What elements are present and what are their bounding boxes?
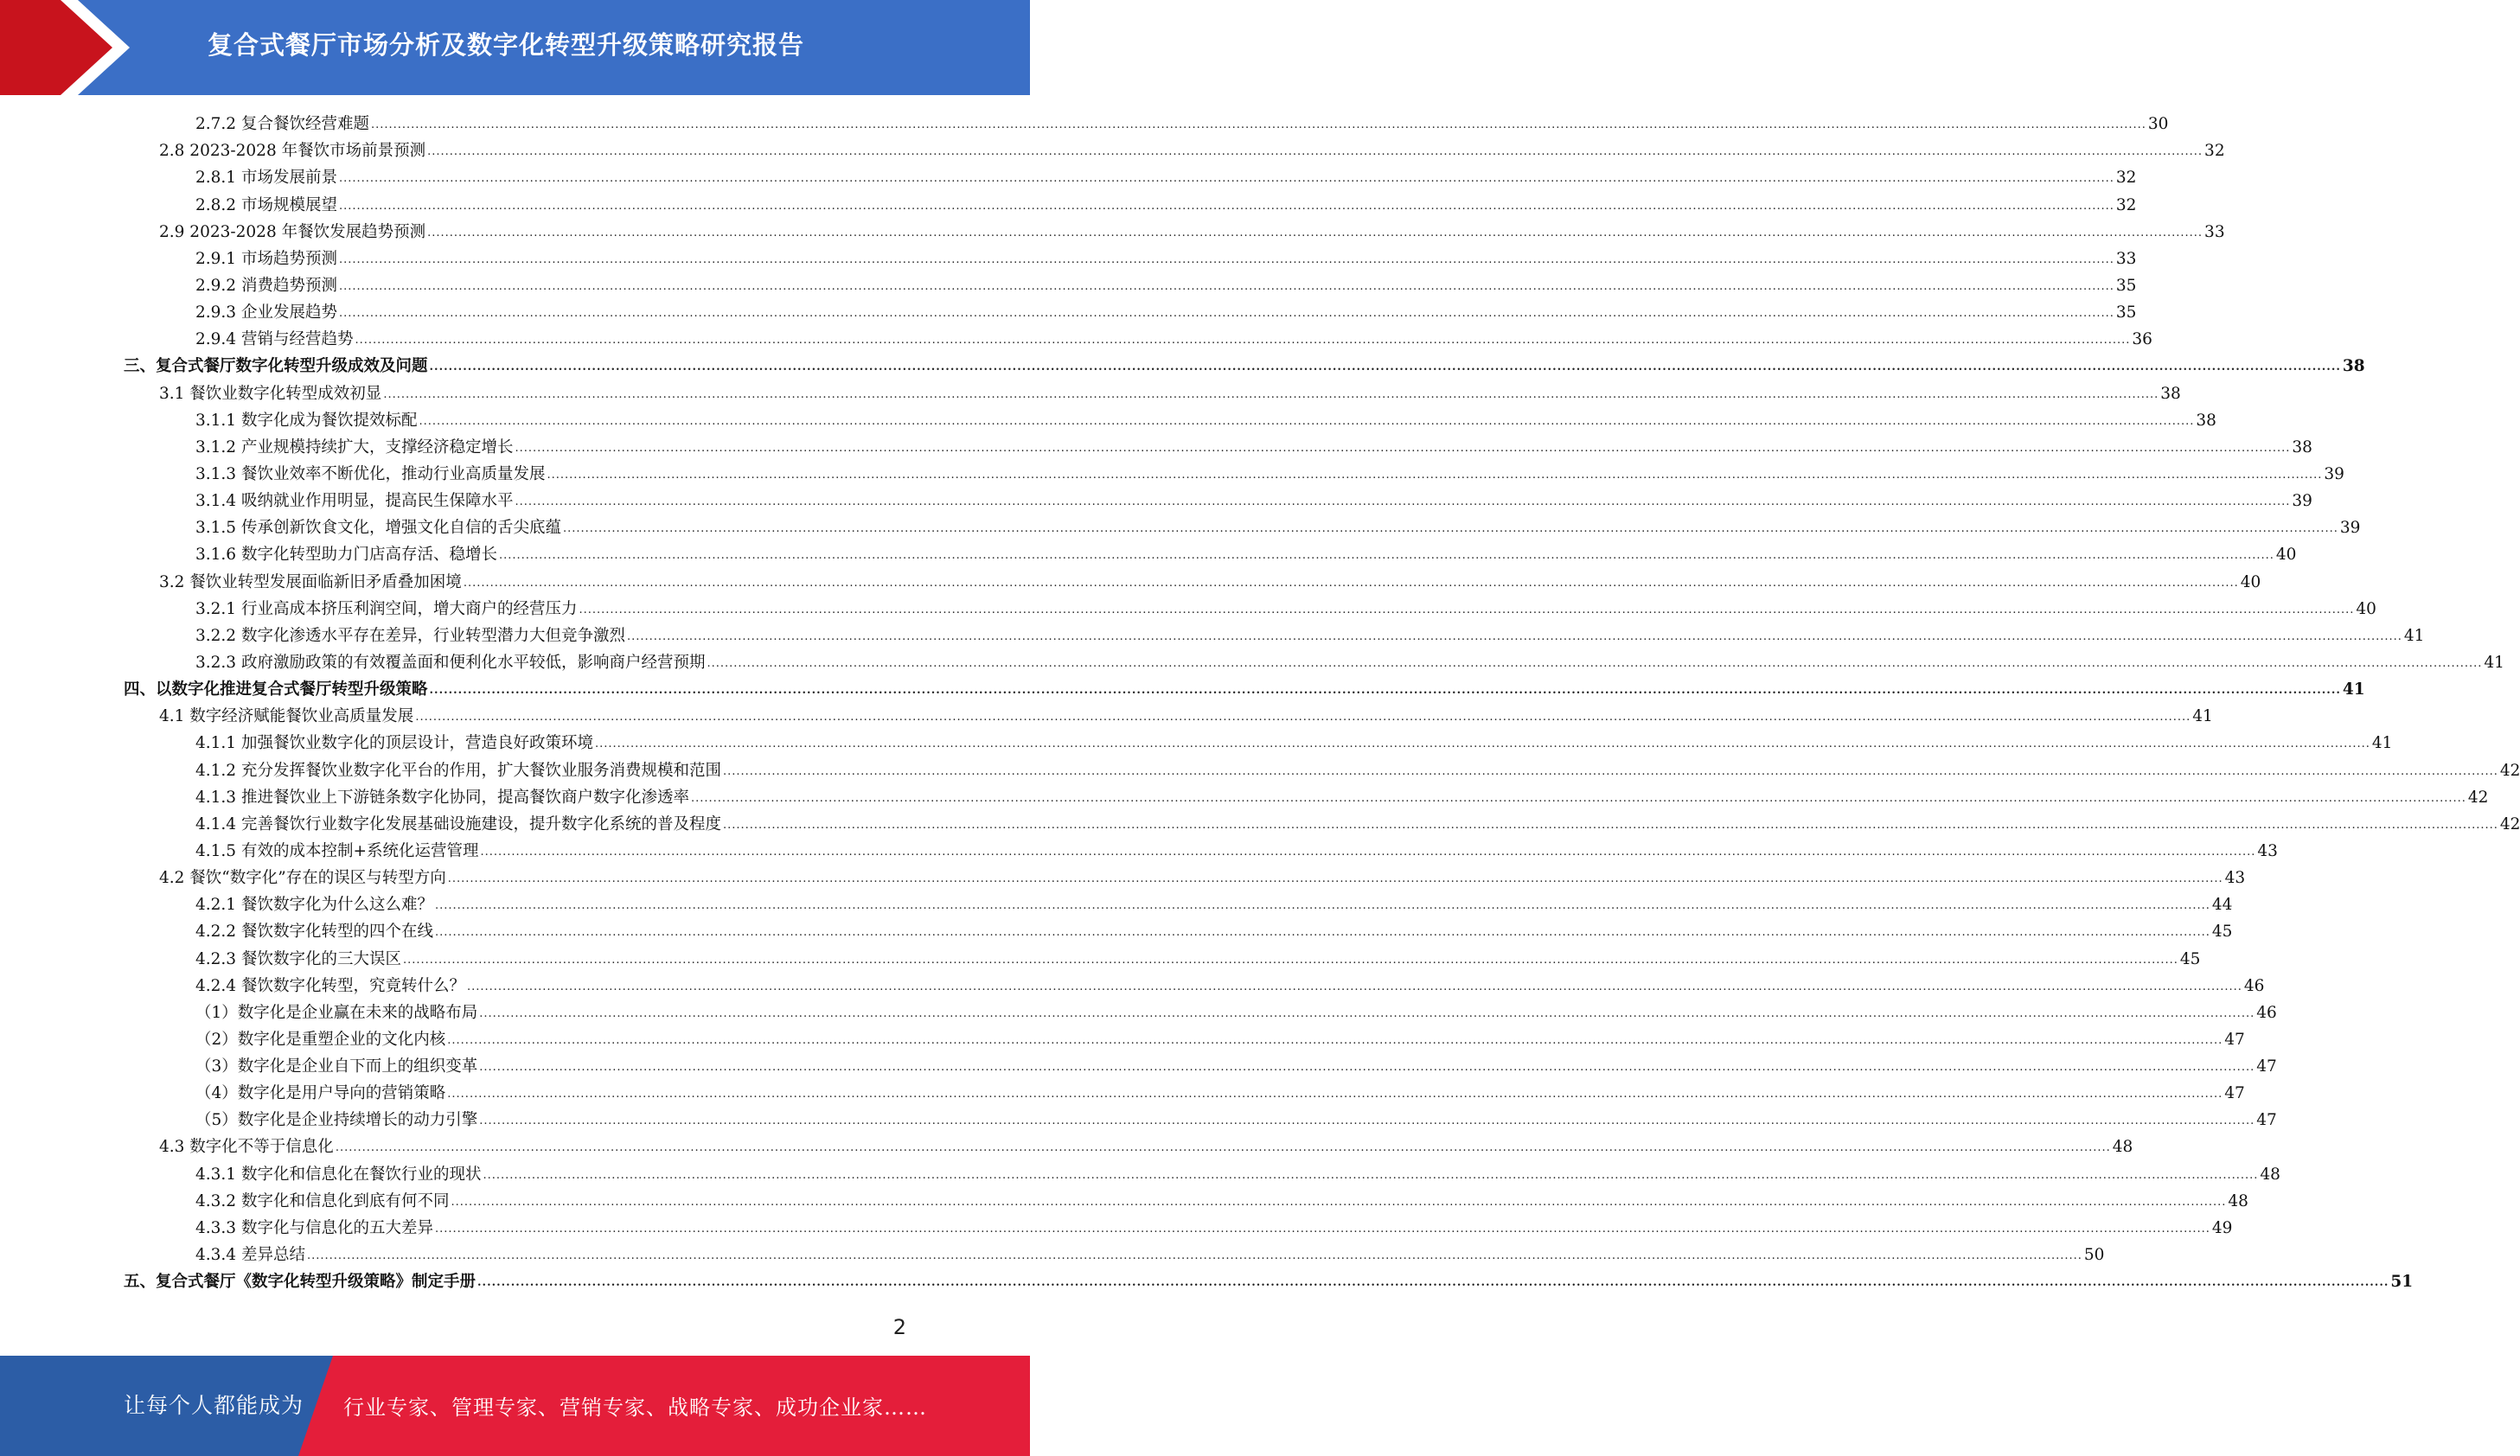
- toc-entry[interactable]: [0, 973, 2265, 999]
- toc-entry[interactable]: [0, 838, 2278, 865]
- toc-entry-title: 3.1.5 传承创新饮食文化，增强文化自信的舌尖底蕴: [195, 519, 561, 538]
- toc-entry[interactable]: [0, 272, 2137, 299]
- toc-entry-title: 3.2 餐饮业转型发展面临新旧矛盾叠加困境: [159, 572, 462, 591]
- toc-entry-page: 40: [2275, 546, 2297, 565]
- toc-entry-title: 4.1.1 加强餐饮业数字化的顶层设计，营造良好政策环境: [195, 734, 593, 753]
- toc-entry-title: 4.2.3 餐饮数字化的三大误区: [195, 949, 401, 968]
- toc-dot-leader: ................................................................................................................................................................................................................................................................................................................................................................................................................: [355, 334, 2131, 348]
- toc-entry[interactable]: [0, 568, 2261, 595]
- toc-entry[interactable]: [0, 1242, 2105, 1268]
- toc-entry[interactable]: [0, 407, 2216, 434]
- toc-entry[interactable]: [0, 1268, 2414, 1295]
- toc-entry-page: 40: [2356, 599, 2376, 618]
- toc-dot-leader: ................................................................................................................................................................................................................................................................................................................................................................................................................: [429, 684, 2341, 698]
- toc-dot-leader: ................................................................................................................................................................................................................................................................................................................................................................................................................: [434, 899, 2210, 913]
- toc-entry-title: 3.2.3 政府激励政策的有效覆盖面和便利化水平较低，影响商户经营预期: [195, 653, 706, 672]
- toc-entry-title: 4.1 数字经济赋能餐饮业高质量发展: [159, 707, 414, 726]
- toc-entry-page: 40: [2240, 572, 2261, 591]
- header-arrow-decoration: [0, 0, 225, 95]
- toc-entry-page: 39: [2339, 519, 2361, 538]
- toc-entry[interactable]: [0, 891, 2233, 918]
- toc-entry-page: 46: [2256, 1003, 2277, 1022]
- toc-entry-page: 45: [2179, 949, 2201, 968]
- toc-entry[interactable]: [0, 488, 2312, 514]
- toc-dot-leader: ................................................................................................................................................................................................................................................................................................................................................................................................................: [547, 468, 2323, 482]
- toc-entry[interactable]: [0, 246, 2137, 272]
- toc-entry-page: 38: [2196, 411, 2216, 430]
- toc-entry-title: 3.1.4 吸纳就业作用明显，提高民生保障水平: [195, 492, 514, 511]
- toc-entry[interactable]: [0, 1107, 2277, 1134]
- toc-entry-title: 2.9.2 消费趋势预测: [195, 276, 337, 295]
- toc-entry-page: 47: [2224, 1030, 2245, 1049]
- toc-entry-title: 4.2.2 餐饮数字化转型的四个在线: [195, 923, 433, 942]
- toc-entry-title: 3.2.2 数字化渗透水平存在差异，行业转型潜力大但竞争激烈: [195, 626, 625, 645]
- toc-entry-page: 32: [2115, 169, 2137, 188]
- toc-entry-page: 41: [2484, 653, 2504, 672]
- toc-entry-page: 35: [2115, 303, 2137, 322]
- toc-dot-leader: ................................................................................................................................................................................................................................................................................................................................................................................................................: [427, 145, 2203, 159]
- table-of-contents: [0, 111, 2520, 1295]
- toc-entry-page: 39: [2292, 492, 2312, 511]
- toc-entry-title: （4）数字化是用户导向的营销策略: [195, 1084, 446, 1103]
- toc-entry-page: 35: [2115, 276, 2137, 295]
- document-title: 复合式餐厅市场分析及数字化转型升级策略研究报告: [208, 30, 805, 60]
- toc-dot-leader: ................................................................................................................................................................................................................................................................................................................................................................................................................: [451, 1195, 2227, 1209]
- toc-dot-leader: ................................................................................................................................................................................................................................................................................................................................................................................................................: [594, 738, 2370, 751]
- toc-dot-leader: ................................................................................................................................................................................................................................................................................................................................................................................................................: [415, 711, 2191, 725]
- toc-entry[interactable]: [0, 541, 2297, 568]
- toc-entry-title: 4.1.4 完善餐饮行业数字化发展基础设施建设，提升数字化系统的普及程度: [195, 814, 721, 833]
- toc-entry-title: 4.2.4 餐饮数字化转型，究竟转什么？: [195, 976, 465, 995]
- toc-dot-leader: ................................................................................................................................................................................................................................................................................................................................................................................................................: [447, 872, 2223, 886]
- header-banner: [0, 0, 1030, 95]
- toc-entry-title: 2.9.1 市场趋势预测: [195, 249, 337, 268]
- toc-entry-title: 四、以数字化推进复合式餐厅转型升级策略: [124, 680, 428, 699]
- toc-entry[interactable]: [0, 1053, 2277, 1080]
- toc-entry[interactable]: [0, 703, 2213, 730]
- toc-entry-title: 三、复合式餐厅数字化转型升级成效及问题: [124, 357, 428, 376]
- toc-dot-leader: ................................................................................................................................................................................................................................................................................................................................................................................................................: [479, 1114, 2255, 1128]
- toc-dot-leader: ................................................................................................................................................................................................................................................................................................................................................................................................................: [338, 279, 2114, 293]
- toc-dot-leader: ................................................................................................................................................................................................................................................................................................................................................................................................................: [383, 387, 2159, 401]
- toc-dot-leader: ................................................................................................................................................................................................................................................................................................................................................................................................................: [447, 1088, 2223, 1102]
- toc-entry-page: 45: [2211, 923, 2233, 942]
- toc-dot-leader: ................................................................................................................................................................................................................................................................................................................................................................................................................: [370, 118, 2146, 132]
- toc-dot-leader: ................................................................................................................................................................................................................................................................................................................................................................................................................: [419, 414, 2195, 428]
- toc-entry-page: 41: [2371, 734, 2393, 753]
- toc-dot-leader: ................................................................................................................................................................................................................................................................................................................................................................................................................: [626, 629, 2402, 643]
- toc-entry-page: 43: [2257, 841, 2278, 860]
- toc-dot-leader: ................................................................................................................................................................................................................................................................................................................................................................................................................: [306, 1249, 2082, 1263]
- toc-entry[interactable]: [0, 999, 2277, 1026]
- toc-entry-page: 48: [2112, 1138, 2133, 1157]
- toc-dot-leader: ................................................................................................................................................................................................................................................................................................................................................................................................................: [338, 199, 2114, 213]
- toc-entry-title: 2.8.1 市场发展前景: [195, 169, 337, 188]
- toc-entry[interactable]: [0, 811, 2520, 838]
- toc-entry[interactable]: [0, 1160, 2280, 1187]
- toc-entry-title: 3.1.1 数字化成为餐饮提效标配: [195, 411, 418, 430]
- toc-dot-leader: ................................................................................................................................................................................................................................................................................................................................................................................................................: [690, 791, 2466, 805]
- toc-dot-leader: ................................................................................................................................................................................................................................................................................................................................................................................................................: [498, 549, 2274, 563]
- toc-entry-title: 2.8.2 市场规模展望: [195, 195, 337, 214]
- toc-entry-title: 2.9 2023-2028 年餐饮发展趋势预测: [159, 222, 426, 241]
- toc-entry[interactable]: [0, 137, 2225, 164]
- toc-entry-title: 3.1.2 产业规模持续扩大，支撑经济稳定增长: [195, 437, 514, 457]
- toc-entry-page: 47: [2256, 1057, 2277, 1076]
- toc-entry-page: 48: [2228, 1191, 2248, 1210]
- toc-entry[interactable]: [0, 434, 2312, 461]
- toc-dot-leader: ................................................................................................................................................................................................................................................................................................................................................................................................................: [427, 226, 2203, 239]
- toc-entry-page: 41: [2342, 680, 2365, 699]
- toc-entry[interactable]: [0, 596, 2376, 623]
- toc-entry[interactable]: [0, 1080, 2245, 1107]
- toc-entry-page: 43: [2224, 869, 2246, 888]
- toc-entry-title: 4.3.3 数字化与信息化的五大差异: [195, 1218, 433, 1237]
- toc-entry[interactable]: [0, 191, 2137, 218]
- toc-entry-title: （1）数字化是企业赢在未来的战略布局: [195, 1003, 478, 1022]
- toc-entry[interactable]: [0, 1188, 2248, 1215]
- toc-entry-title: 4.2 餐饮“数字化”存在的误区与转型方向: [159, 869, 446, 888]
- toc-entry-title: 4.1.5 有效的成本控制+系统化运营管理: [195, 841, 479, 860]
- footer-slogan-right: 行业专家、管理专家、营销专家、战略专家、成功企业家……: [343, 1395, 927, 1420]
- toc-entry[interactable]: [0, 111, 2169, 137]
- toc-dot-leader: ................................................................................................................................................................................................................................................................................................................................................................................................................: [463, 576, 2239, 590]
- toc-entry-title: 4.1.3 推进餐饮业上下游链条数字化协同，提高餐饮商户数字化渗透率: [195, 788, 689, 807]
- toc-entry-page: 42: [2467, 788, 2489, 807]
- toc-dot-leader: ................................................................................................................................................................................................................................................................................................................................................................................................................: [483, 1168, 2259, 1182]
- toc-dot-leader: ................................................................................................................................................................................................................................................................................................................................................................................................................: [562, 522, 2338, 536]
- toc-entry-title: 2.8 2023-2028 年餐饮市场前景预测: [159, 142, 426, 161]
- toc-entry-title: 2.7.2 复合餐饮经营难题: [195, 115, 369, 134]
- toc-entry-title: 3.1.3 餐饮业效率不断优化，推动行业高质量发展: [195, 464, 546, 483]
- toc-dot-leader: ................................................................................................................................................................................................................................................................................................................................................................................................................: [479, 1006, 2255, 1020]
- toc-entry-page: 41: [2192, 707, 2213, 726]
- toc-entry-title: 2.9.4 营销与经营趋势: [195, 330, 354, 349]
- toc-entry[interactable]: [0, 757, 2520, 783]
- toc-dot-leader: ................................................................................................................................................................................................................................................................................................................................................................................................................: [579, 603, 2355, 616]
- toc-entry[interactable]: [0, 514, 2361, 541]
- toc-entry-page: 49: [2211, 1218, 2233, 1237]
- toc-entry-title: 4.2.1 餐饮数字化为什么这么难？: [195, 896, 433, 915]
- toc-entry[interactable]: [0, 918, 2233, 945]
- toc-entry-page: 38: [2342, 357, 2365, 376]
- toc-dot-leader: ................................................................................................................................................................................................................................................................................................................................................................................................................: [338, 307, 2114, 321]
- toc-entry-title: 2.9.3 企业发展趋势: [195, 303, 337, 322]
- toc-dot-leader: ................................................................................................................................................................................................................................................................................................................................................................................................................: [477, 1276, 2389, 1290]
- toc-entry[interactable]: [0, 326, 2152, 353]
- toc-dot-leader: ................................................................................................................................................................................................................................................................................................................................................................................................................: [434, 926, 2210, 940]
- toc-dot-leader: ................................................................................................................................................................................................................................................................................................................................................................................................................: [429, 361, 2341, 374]
- toc-entry[interactable]: [0, 299, 2137, 326]
- toc-entry-page: 32: [2115, 195, 2137, 214]
- toc-entry[interactable]: [0, 649, 2504, 676]
- toc-entry[interactable]: [0, 1215, 2233, 1242]
- page-number: 2: [892, 1315, 906, 1339]
- toc-entry-page: 36: [2132, 330, 2152, 349]
- toc-entry[interactable]: [0, 784, 2489, 811]
- toc-entry-title: 4.3.2 数字化和信息化到底有何不同: [195, 1191, 450, 1210]
- toc-entry-title: 3.2.1 行业高成本挤压利润空间，增大商户的经营压力: [195, 599, 578, 618]
- toc-entry-title: （3）数字化是企业自下而上的组织变革: [195, 1057, 478, 1076]
- toc-entry-page: 48: [2260, 1165, 2280, 1184]
- toc-entry-title: 3.1.6 数字化转型助力门店高存活、稳增长: [195, 546, 497, 565]
- toc-entry[interactable]: [0, 219, 2225, 246]
- toc-entry[interactable]: [0, 623, 2425, 649]
- toc-dot-leader: ................................................................................................................................................................................................................................................................................................................................................................................................................: [338, 252, 2114, 266]
- toc-entry[interactable]: [0, 164, 2137, 191]
- toc-dot-leader: ................................................................................................................................................................................................................................................................................................................................................................................................................: [707, 656, 2483, 670]
- toc-entry-title: 五、复合式餐厅《数字化转型升级策略》制定手册: [124, 1273, 476, 1292]
- toc-entry-page: 38: [2160, 384, 2181, 403]
- toc-entry-page: 33: [2204, 222, 2225, 241]
- toc-entry-title: 4.3.1 数字化和信息化在餐饮行业的现状: [195, 1165, 482, 1184]
- toc-entry[interactable]: [0, 353, 2365, 380]
- toc-entry-title: 4.3.4 差异总结: [195, 1246, 305, 1265]
- toc-dot-leader: ................................................................................................................................................................................................................................................................................................................................................................................................................: [722, 818, 2498, 832]
- toc-dot-leader: ................................................................................................................................................................................................................................................................................................................................................................................................................: [515, 495, 2291, 509]
- toc-entry[interactable]: [0, 380, 2181, 406]
- toc-entry-page: 42: [2499, 814, 2520, 833]
- toc-entry-title: （2）数字化是重塑企业的文化内核: [195, 1030, 446, 1049]
- toc-dot-leader: ................................................................................................................................................................................................................................................................................................................................................................................................................: [479, 1061, 2255, 1075]
- toc-entry-title: 4.1.2 充分发挥餐饮业数字化平台的作用，扩大餐饮业服务消费规模和范围: [195, 761, 721, 780]
- toc-entry-page: 38: [2292, 437, 2312, 457]
- toc-entry[interactable]: [0, 730, 2393, 757]
- toc-dot-leader: ................................................................................................................................................................................................................................................................................................................................................................................................................: [402, 953, 2178, 967]
- toc-entry[interactable]: [0, 676, 2365, 703]
- toc-entry[interactable]: [0, 945, 2201, 972]
- toc-dot-leader: ................................................................................................................................................................................................................................................................................................................................................................................................................: [466, 980, 2242, 993]
- toc-dot-leader: ................................................................................................................................................................................................................................................................................................................................................................................................................: [338, 172, 2114, 186]
- toc-entry-page: 39: [2324, 464, 2344, 483]
- footer-slogan-left: 让每个人都能成为: [124, 1393, 304, 1418]
- toc-entry-page: 47: [2224, 1084, 2245, 1103]
- toc-entry-page: 30: [2147, 115, 2169, 134]
- toc-entry-page: 41: [2403, 626, 2425, 645]
- toc-entry-title: 4.3 数字化不等于信息化: [159, 1138, 334, 1157]
- toc-entry[interactable]: [0, 865, 2246, 891]
- toc-entry[interactable]: [0, 1134, 2133, 1160]
- toc-entry-page: 32: [2204, 142, 2225, 161]
- toc-dot-leader: ................................................................................................................................................................................................................................................................................................................................................................................................................: [434, 1222, 2210, 1236]
- toc-entry-page: 50: [2083, 1246, 2105, 1265]
- toc-entry-title: 3.1 餐饮业数字化转型成效初显: [159, 384, 382, 403]
- toc-dot-leader: ................................................................................................................................................................................................................................................................................................................................................................................................................: [722, 764, 2498, 778]
- footer-banner: [0, 1356, 1030, 1456]
- toc-entry[interactable]: [0, 1026, 2245, 1053]
- toc-dot-leader: ................................................................................................................................................................................................................................................................................................................................................................................................................: [335, 1141, 2111, 1155]
- toc-entry-page: 51: [2390, 1273, 2414, 1292]
- toc-entry-page: 33: [2115, 249, 2137, 268]
- toc-entry[interactable]: [0, 461, 2344, 488]
- toc-entry-page: 44: [2211, 896, 2233, 915]
- toc-dot-leader: ................................................................................................................................................................................................................................................................................................................................................................................................................: [447, 1033, 2223, 1047]
- toc-entry-page: 46: [2243, 976, 2265, 995]
- toc-dot-leader: ................................................................................................................................................................................................................................................................................................................................................................................................................: [515, 441, 2291, 455]
- toc-entry-page: 47: [2256, 1111, 2277, 1130]
- toc-entry-title: （5）数字化是企业持续增长的动力引擎: [195, 1111, 478, 1130]
- toc-entry-page: 42: [2499, 761, 2520, 780]
- toc-dot-leader: ................................................................................................................................................................................................................................................................................................................................................................................................................: [480, 845, 2256, 859]
